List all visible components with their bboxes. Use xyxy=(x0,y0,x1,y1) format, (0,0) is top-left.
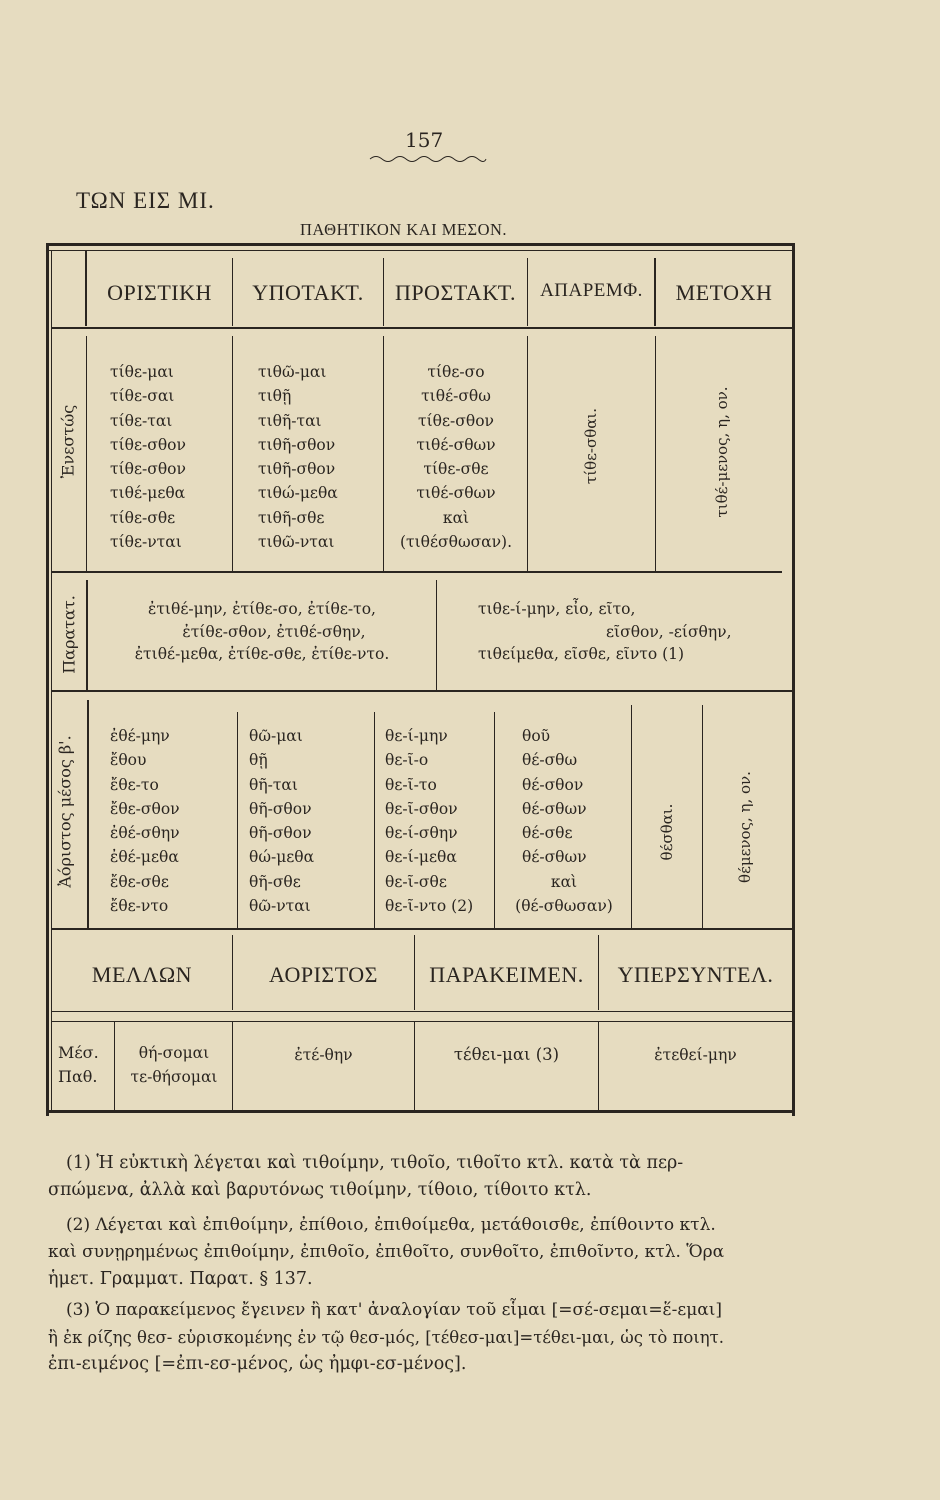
header-participle: ΜΕΤΟΧΗ xyxy=(675,280,773,305)
imperfect-label: Παρατατ. xyxy=(59,595,79,674)
present-infinitive: τίθε-σθαι. xyxy=(582,407,600,485)
aorist2-subjunctive: θῶ-μαι θῇ θῆ-ται θῆ-σθον θῆ-σθον θώ-μεθα θῆ-σθε θῶ-νται xyxy=(249,727,315,916)
footnote-3-line-2: ἢ ἐκ ρίζης θεσ- εὑρισκομένης ἐν τῷ θεσ-μός, [τέθεσ-μαι]=τέθει-μαι, ὡς τὸ ποιητ. xyxy=(48,1328,725,1347)
future-forms: θή-σομαι τε-θήσομαι xyxy=(130,1044,218,1086)
header-perfect: ΠΑΡΑΚΕΙΜΕΝ. xyxy=(429,962,584,987)
running-title: ΤΩΝ ΕΙΣ ΜΙ. xyxy=(76,188,215,213)
footnote-3-line-1: (3) Ὁ παρακείμενος ἔγεινεν ἢ κατ' ἀναλογίαν τοῦ εἷμαι [=σέ-σεμαι=ἕ-εμαι] xyxy=(66,1300,723,1320)
header-future: ΜΕΛΛΩΝ xyxy=(91,962,193,987)
footnote-1-line-1: (1) Ἡ εὐκτικὴ λέγεται καὶ τιθοίμην, τιθοῖο, τιθοῖτο κτλ. κατὰ τὰ περ- xyxy=(66,1153,684,1173)
aorist2-infinitive: θέσθαι. xyxy=(658,803,676,861)
page-number-flourish xyxy=(368,154,488,164)
aorist2-imperative: θοῦ θέ-σθω θέ-σθον θέ-σθων θέ-σθε θέ-σθων καὶ (θέ-σθωσαν) xyxy=(515,727,613,916)
aorist-passive: ἐτέ-θην xyxy=(294,1046,353,1064)
footnote-1-line-2: σπώμενα, ἀλλὰ καὶ βαρυτόνως τιθοίμην, τίθοιο, τίθοιτο κτλ. xyxy=(48,1180,592,1200)
header-subjunctive: ΥΠΟΤΑΚΤ. xyxy=(252,280,364,305)
imperfect-right: τιθε-ί-μην, εἶο, εῖτο, εῖσθον, -είσθην, τιθείμεθα, εῖσθε, εῖντο (1) xyxy=(478,600,732,663)
present-label: Ἐνεστώς xyxy=(58,404,78,479)
header-infinitive: ΑΠΑΡΕΜΦ. xyxy=(540,280,643,301)
aorist2-label: Ἀόριστος μέσος β'. xyxy=(55,735,75,888)
footnote-2-line-3: ἡμετ. Γραμματ. Παρατ. § 137. xyxy=(48,1269,313,1289)
footnotes xyxy=(48,1150,724,1378)
footnote-2-line-2: καὶ συνῃρημένως ἐπιθοίμην, ἐπιθοῖο, ἐπιθοῖτο, συνθοῖτο, ἐπιθοῖντο, κτλ. Ὅρα xyxy=(48,1242,725,1262)
section-title: ΠΑΘΗΤΙΚΟΝ ΚΑΙ ΜΕΣΟΝ. xyxy=(300,220,508,239)
pluperfect-form: ἐτεθεί-μην xyxy=(654,1046,737,1064)
voice-labels: Μέσ. Παθ. xyxy=(58,1043,99,1086)
page-number: 157 xyxy=(405,128,444,152)
perfect-form: τέθει-μαι (3) xyxy=(453,1045,560,1064)
aorist2-participle: θέμενος, η, ον. xyxy=(736,771,754,883)
present-imperative: τίθε-σο τιθέ-σθω τίθε-σθον τιθέ-σθων τίθε-σθε τιθέ-σθων καὶ (τιθέσθωσαν). xyxy=(399,363,513,552)
present-participle: τιθέ-μενος, η, ον. xyxy=(713,386,731,518)
header-indicative: ΟΡΙΣΤΙΚΗ xyxy=(107,280,212,305)
imperfect-left: ἐτιθέ-μην, ἐτίθε-σο, ἐτίθε-το, ἐτίθε-σθον, ἐτιθέ-σθην, ἐτιθέ-μεθα, ἐτίθε-σθε, ἐτίθε-ντο. xyxy=(134,600,390,663)
aorist2-indicative: ἐθέ-μην ἔθου ἔθε-το ἔθε-σθον ἐθέ-σθην ἐθέ-μεθα ἔθε-σθε ἔθε-ντο xyxy=(110,727,180,916)
footnote-2-line-1: (2) Λέγεται καὶ ἐπιθοίμην, ἐπίθοιο, ἐπιθοίμεθα, μετάθοισθε, ἐπίθοιντο κτλ. xyxy=(66,1215,716,1235)
header-imperative: ΠΡΟΣΤΑΚΤ. xyxy=(394,280,517,305)
header-aorist: ΑΟΡΙΣΤΟΣ xyxy=(269,962,378,987)
footnote-3-line-3: ἐπι-ειμένος [=ἐπι-εσ-μένος, ὡς ἠμφι-εσ-μένος]. xyxy=(48,1354,467,1374)
header-pluperfect: ΥΠΕΡΣΥΝΤΕΛ. xyxy=(617,962,774,987)
aorist2-optative: θε-ί-μην θε-ῖ-ο θε-ῖ-το θε-ῖ-σθον θε-ί-σθην θε-ί-μεθα θε-ῖ-σθε θε-ῖ-ντο (2) xyxy=(385,727,474,916)
present-subjunctive: τιθῶ-μαι τιθῇ τιθῆ-ται τιθῆ-σθον τιθῆ-σθον τιθώ-μεθα τιθῆ-σθε τιθῶ-νται xyxy=(258,363,338,552)
present-indicative: τίθε-μαι τίθε-σαι τίθε-ται τίθε-σθον τίθε-σθον τιθέ-μεθα τίθε-σθε τίθε-νται xyxy=(110,363,186,552)
